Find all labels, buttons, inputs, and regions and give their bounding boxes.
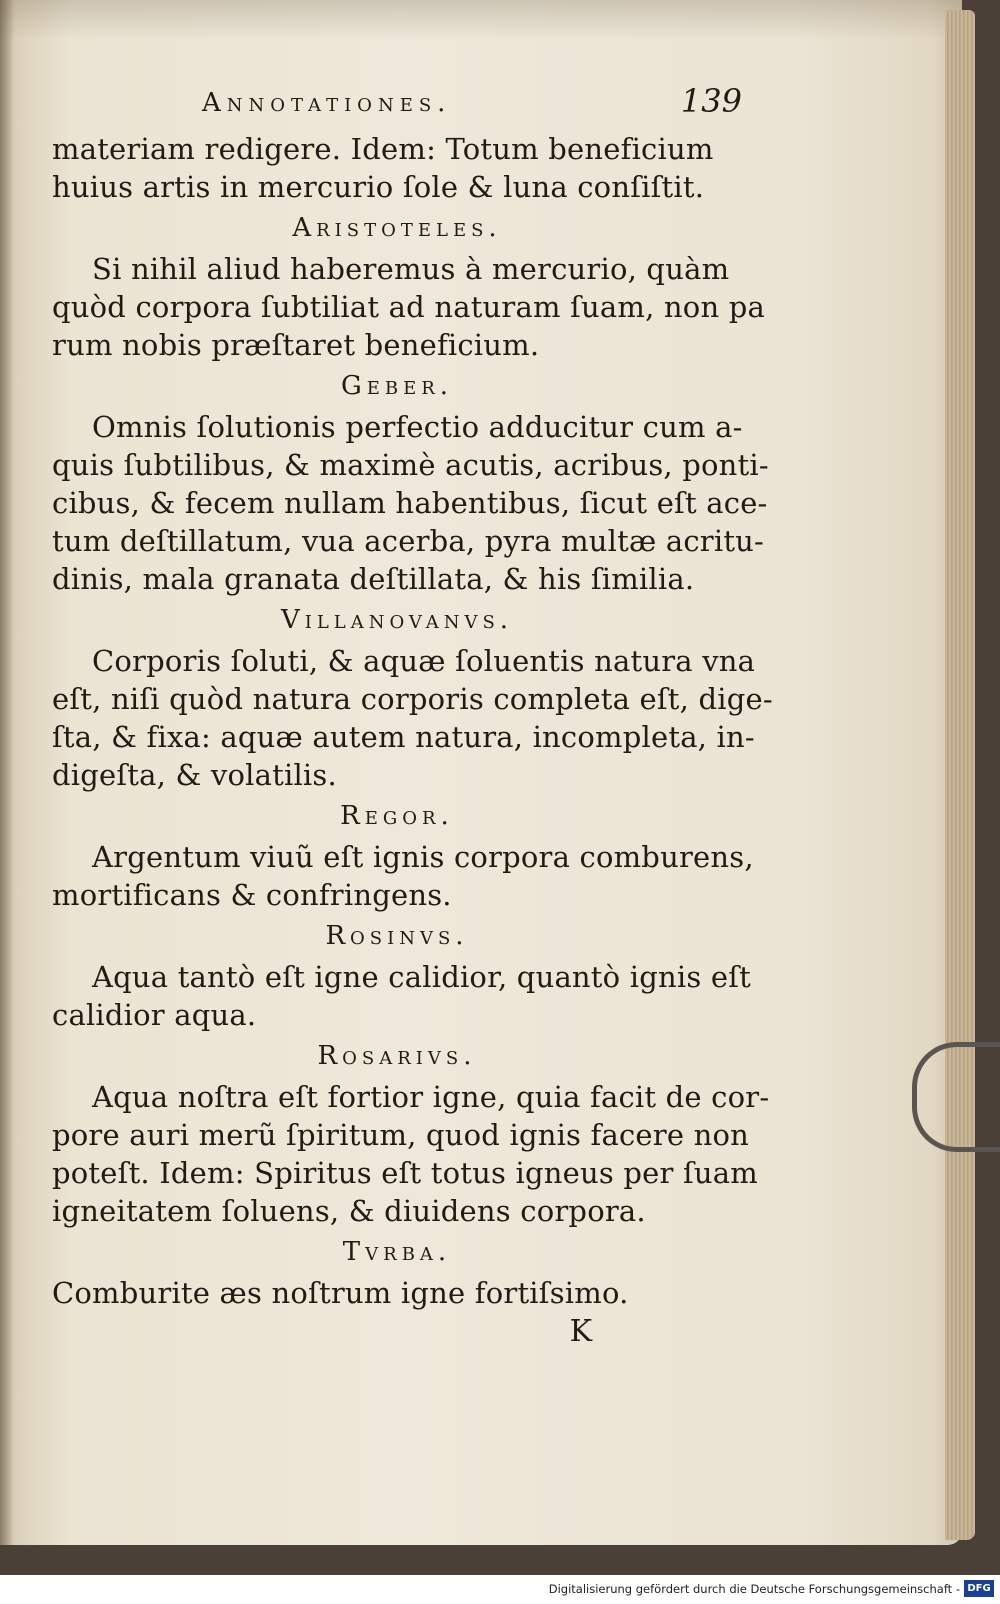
- page-edges: [945, 10, 975, 1540]
- section-heading: Rosarivs.: [317, 1041, 477, 1071]
- funding-credit: Digitalisierung gefördert durch die Deutsche Forschungsgemeinschaft -: [548, 1582, 960, 1596]
- text-line: tum deſtillatum, vua acerba, pyra multæ acritu-: [52, 524, 765, 558]
- text-line: eſt, niſi quòd natura corporis completa eſt, dige-: [52, 682, 773, 716]
- text-line: Si nihil aliud haberemus à mercurio, quàm: [92, 252, 730, 286]
- passage-continuation: [52, 130, 742, 206]
- text-line: calidior aqua.: [52, 998, 257, 1032]
- text-line: digeſta, & volatilis.: [52, 758, 337, 792]
- section-heading: Geber.: [340, 371, 454, 401]
- dfg-logo: DFG: [964, 1580, 994, 1597]
- text-line: Argentum viuũ eſt ignis corpora comburens,: [92, 840, 754, 874]
- running-head-title: Annotationes.: [202, 88, 452, 118]
- text-line: huius artis in mercurio ſole & luna conſiſtit.: [52, 170, 705, 204]
- text-line: cibus, & fecem nullam habentibus, ſicut eſt ace-: [52, 486, 768, 520]
- text-line: pore auri merũ ſpiritum, quod ignis facere non: [52, 1118, 750, 1152]
- text-block: [52, 80, 773, 1352]
- section-heading: Tvrba.: [342, 1237, 452, 1267]
- section-heading: Aristoteles.: [292, 213, 502, 243]
- passage-rosinus: [52, 914, 751, 1034]
- passage-turba: [52, 1230, 742, 1312]
- text-line: Aqua tantò eſt igne calidior, quantò ignis eſt: [92, 960, 751, 994]
- text-line: rum nobis præſtaret beneficium.: [52, 328, 540, 362]
- section-heading: Regor.: [340, 801, 454, 831]
- text-line: igneitatem ſoluens, & diuidens corpora.: [52, 1194, 646, 1228]
- running-header: [52, 80, 742, 130]
- section-heading: Villanovanvs.: [280, 605, 514, 635]
- text-line: quòd corpora ſubtiliat ad naturam ſuam, non pa: [52, 290, 766, 324]
- catchword: K: [569, 1314, 592, 1349]
- text-line: mortificans & confringens.: [52, 878, 452, 912]
- passage-villanovanus: [52, 598, 773, 794]
- passage-geber: [52, 364, 769, 598]
- text-line: Omnis ſolutionis perfectio adducitur cum a-: [92, 410, 743, 444]
- footer-bar: [0, 1575, 1000, 1604]
- text-line: quis ſubtilibus, & maximè acutis, acribus, ponti-: [52, 448, 769, 482]
- text-line: Comburite æs noſtrum igne fortiſsimo.: [52, 1276, 629, 1310]
- section-heading: Rosinvs.: [325, 921, 469, 951]
- passage-aristoteles: [52, 206, 766, 364]
- text-line: poteſt. Idem: Spiritus eſt totus igneus per ſuam: [52, 1156, 758, 1190]
- text-line: ſta, & fixa: aquæ autem natura, incompleta, in-: [52, 720, 755, 754]
- page-number: 139: [680, 82, 742, 120]
- passage-rosarius: [52, 1034, 770, 1230]
- text-line: Aqua noſtra eſt fortior igne, quia facit de cor-: [92, 1080, 770, 1114]
- text-line: dinis, mala granata deſtillata, & his ſimilia.: [52, 562, 695, 596]
- passage-regor: [52, 794, 754, 914]
- text-line: materiam redigere. Idem: Totum beneficium: [52, 132, 714, 166]
- binding-shadow: [0, 0, 14, 1545]
- metal-clasp: [912, 1042, 1000, 1152]
- text-line: Corporis ſoluti, & aquæ ſoluentis natura vna: [92, 644, 756, 678]
